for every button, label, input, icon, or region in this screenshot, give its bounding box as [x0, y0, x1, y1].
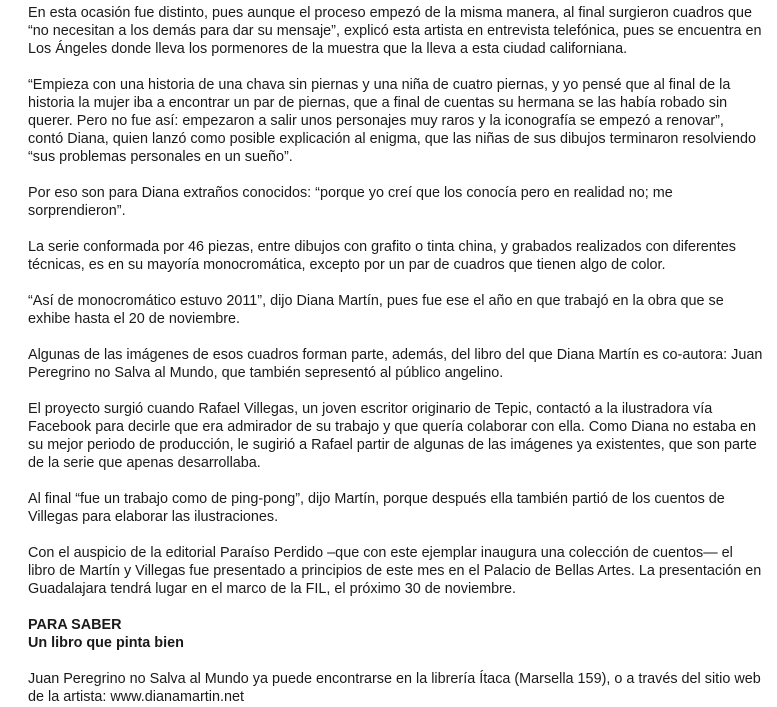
article-paragraph: Por eso son para Diana extraños conocidos: “porque yo creí que los conocía pero en realidad no; me sorprendieron”.	[28, 185, 673, 219]
article-paragraph: “Empieza con una historia de una chava sin piernas y una niña de cuatro piernas, y yo pensé que al final de la historia la mujer iba a encontrar un par de piernas, que a final de cuentas su hermana se las había robado sin querer. Pero no fue así: empezaron a salir unos personajes muy raros y la iconografía se empezó a renovar”, contó Diana, quien lanzó como posible explicación al enigma, que las niñas de sus dibujos terminaron resolviendo “sus problemas personales en un sueño”.	[28, 77, 756, 165]
article-paragraph: En esta ocasión fue distinto, pues aunque el proceso empezó de la misma manera, al final surgieron cuadros que “no necesitan a los demás para dar su mensaje”, explicó esta artista en entrevista telefónica, pues se encuentra en Los Ángeles donde lleva los pormenores de la muestra que la lleva a esta ciudad californiana.	[28, 5, 762, 57]
article-paragraph: Con el auspicio de la editorial Paraíso Perdido –que con este ejemplar inaugura una colección de cuentos— el libro de Martín y Villegas fue presentado a principios de este mes en el Palacio de Bellas Artes. La presentación en Guadalajara tendrá lugar en el marco de la FIL, el próximo 30 de noviembre.	[28, 545, 762, 597]
sidebar-body: Juan Peregrino no Salva al Mundo ya puede encontrarse en la librería Ítaca (Marsella 159), o a través del sitio web de la artista: www.dianamartin.net	[28, 671, 761, 705]
article-paragraph: La serie conformada por 46 piezas, entre dibujos con grafito o tinta china, y grabados realizados con diferentes técnicas, es en su mayoría monocromática, excepto por un par de cuadros que tienen algo de color.	[28, 239, 736, 273]
article-paragraph: “Así de monocromático estuvo 2011”, dijo Diana Martín, pues fue ese el año en que trabajó en la obra que se exhibe hasta el 20 de noviembre.	[28, 293, 724, 327]
sidebar-heading: PARA SABER	[28, 617, 122, 633]
article-paragraph: El proyecto surgió cuando Rafael Villegas, un joven escritor originario de Tepic, contactó a la ilustradora vía Facebook para decirle que era admirador de su trabajo y que quería colaborar con ella. Como Diana no estaba en su mejor periodo de producción, le sugirió a Rafael partir de algunas de las imágenes ya existentes, que son parte de la serie que apenas desarrollaba.	[28, 401, 757, 471]
sidebar-box	[28, 616, 763, 706]
sidebar-subheading: Un libro que pinta bien	[28, 635, 184, 651]
article-paragraph: Algunas de las imágenes de esos cuadros forman parte, además, del libro del que Diana Martín es co-autora: Juan Peregrino no Salva al Mundo, que también sepresentó al público angelino.	[28, 347, 763, 381]
article-paragraph: Al final “fue un trabajo como de ping-pong”, dijo Martín, porque después ella también partió de los cuentos de Villegas para elaborar las ilustraciones.	[28, 491, 725, 525]
